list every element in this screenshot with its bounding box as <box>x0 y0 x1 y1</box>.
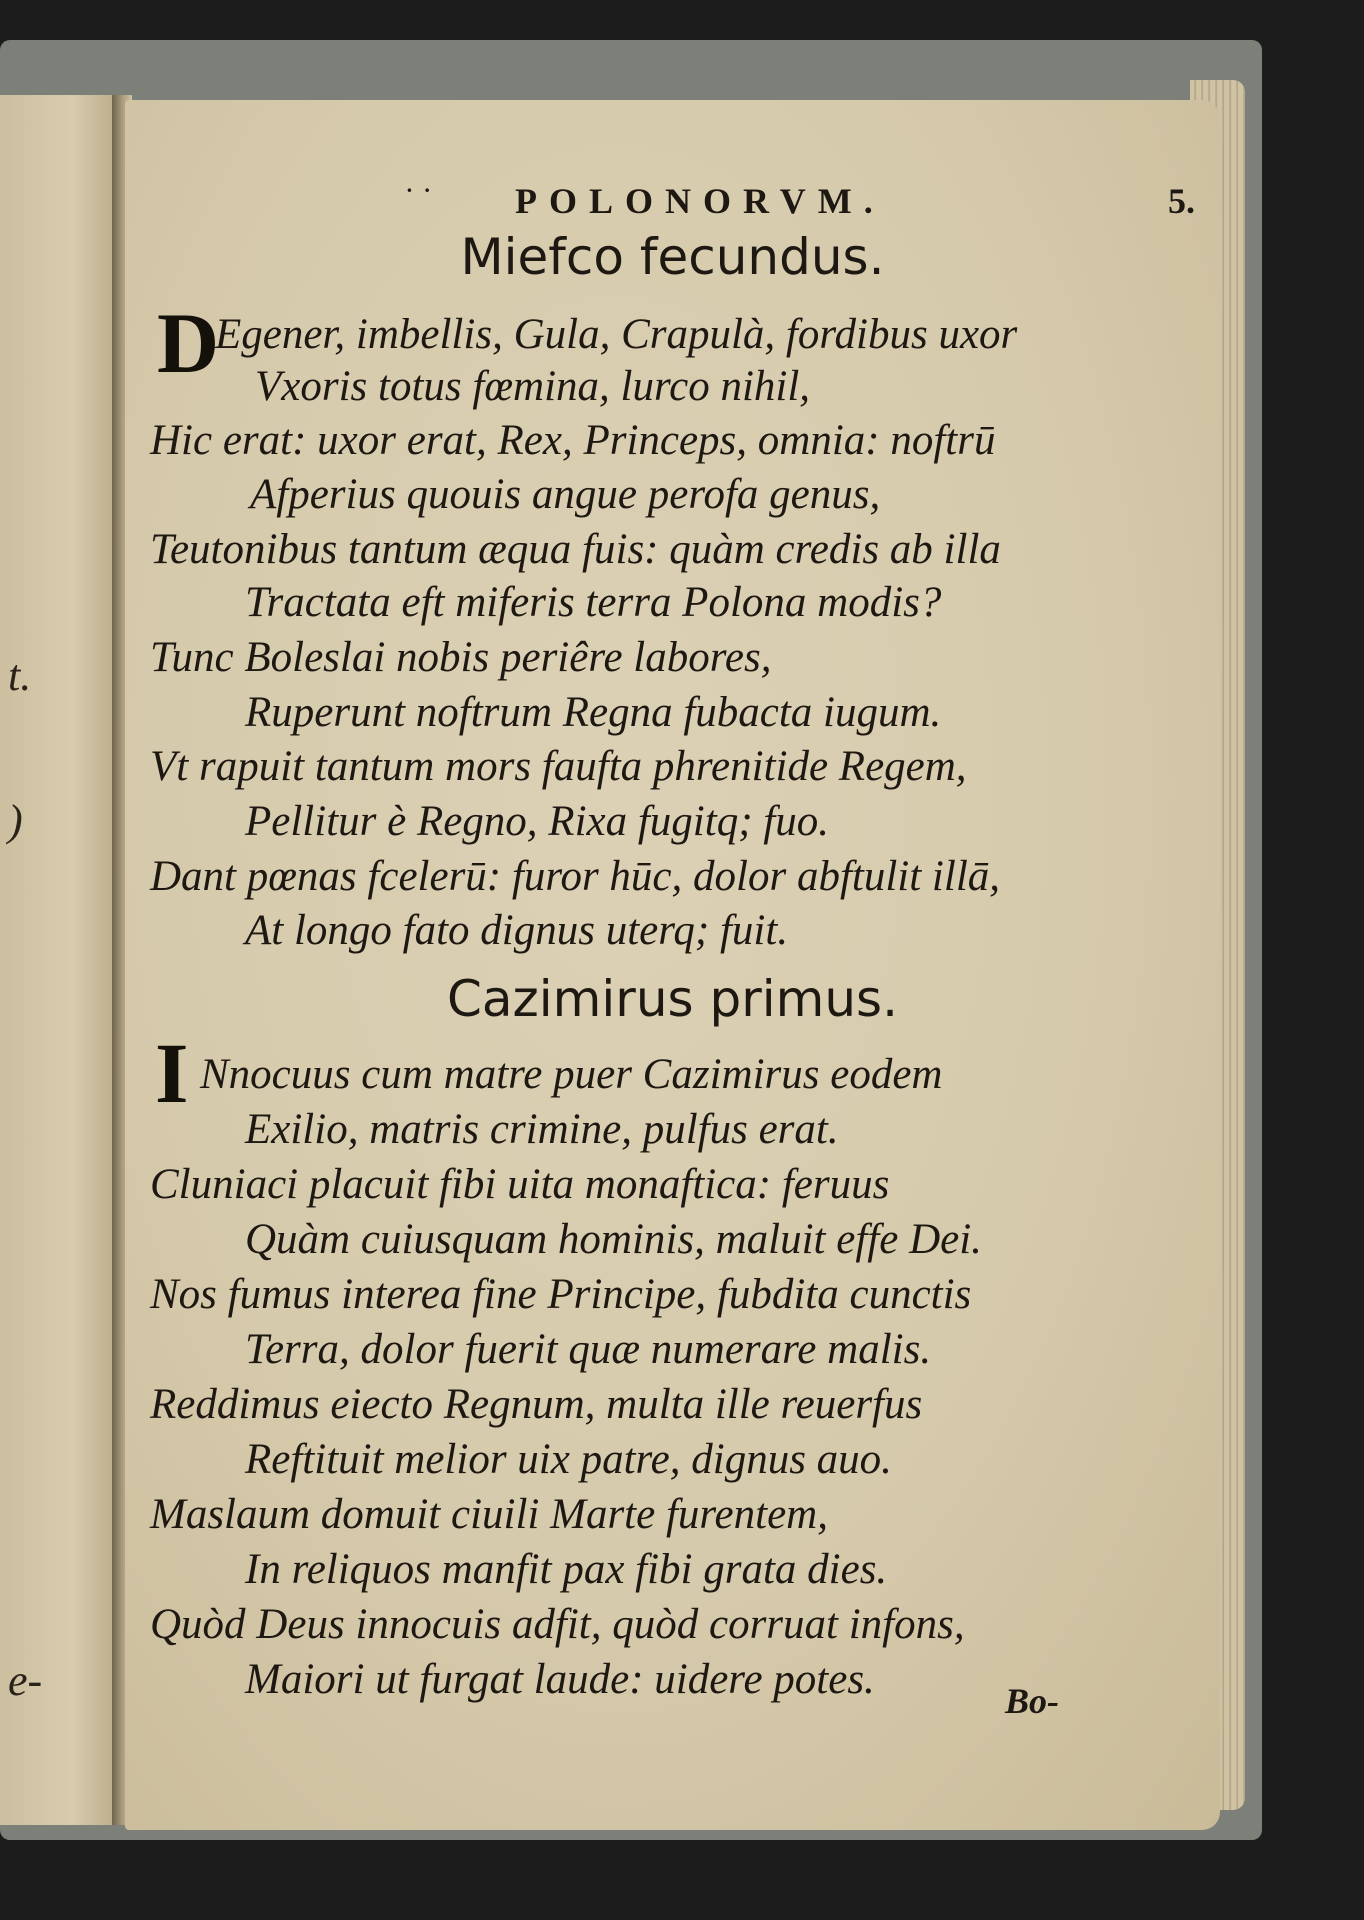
verse-line: Reftituit melior uix patre, dignus auo. <box>245 1436 892 1483</box>
catchword: Bo- <box>1005 1681 1059 1721</box>
verse-line: Nnocuus cum matre puer Cazimirus eodem <box>200 1051 943 1098</box>
drop-initial: D <box>157 295 220 391</box>
verse-line: Vxoris totus fœmina, lurco nihil, <box>255 363 811 410</box>
verse-line: Nos fumus interea fine Principe, fubdita cunctis <box>150 1271 972 1318</box>
left-page-fragment: e- <box>8 1656 43 1705</box>
ornament-dots: · · <box>405 174 432 207</box>
verse-line: Maiori ut furgat laude: uidere potes. <box>245 1656 875 1703</box>
left-page-fragment: ) <box>8 796 23 845</box>
verse-line: Egener, imbellis, Gula, Crapulà, fordibus uxor <box>215 311 1018 358</box>
verse-line: Dant pœnas fcelerū: furor hūc, dolor abftulit illā, <box>150 853 1001 900</box>
section-heading-miesco: Miefco fecundus. <box>460 228 885 286</box>
verse-line: Vt rapuit tantum mors faufta phrenitide Regem, <box>150 743 967 790</box>
verse-line: Quàm cuiusquam hominis, maluit effe Dei. <box>245 1216 982 1263</box>
verse-line: Maslaum domuit ciuili Marte furentem, <box>150 1491 828 1538</box>
verse-line: Tractata eft miferis terra Polona modis? <box>245 579 942 626</box>
left-page-edge <box>0 95 120 1825</box>
verse-line: In reliquos manfit pax fibi grata dies. <box>245 1546 888 1593</box>
section-heading-cazimirus: Cazimirus primus. <box>446 970 898 1028</box>
right-page <box>125 100 1220 1830</box>
verse-line: Hic erat: uxor erat, Rex, Princeps, omnia: noftrū <box>150 417 996 464</box>
running-head-title: POLONORVM. <box>515 181 885 221</box>
page-number: 5. <box>1168 181 1195 221</box>
verse-line: Reddimus eiecto Regnum, multa ille reuerfus <box>150 1381 923 1428</box>
verse-line: Ruperunt noftrum Regna fubacta iugum. <box>245 689 942 736</box>
verse-line: Quòd Deus innocuis adfit, quòd corruat infons, <box>150 1601 965 1648</box>
left-page-fragment: t. <box>8 651 32 700</box>
verse-line: At longo fato dignus uterq; fuit. <box>245 907 789 954</box>
verse-line: Afperius quouis angue perofa genus, <box>250 471 881 518</box>
verse-line: Pellitur è Regno, Rixa fugitq; fuo. <box>245 798 829 845</box>
verse-line: Terra, dolor fuerit quæ numerare malis. <box>245 1326 932 1373</box>
drop-initial: I <box>155 1025 189 1121</box>
verse-line: Tunc Boleslai nobis periêre labores, <box>150 634 772 681</box>
verse-line: Exilio, matris crimine, pulfus erat. <box>245 1106 839 1153</box>
verse-line: Cluniaci placuit fibi uita monaftica: feruus <box>150 1161 890 1208</box>
verse-line: Teutonibus tantum æqua fuis: quàm credis ab illa <box>150 526 1001 573</box>
